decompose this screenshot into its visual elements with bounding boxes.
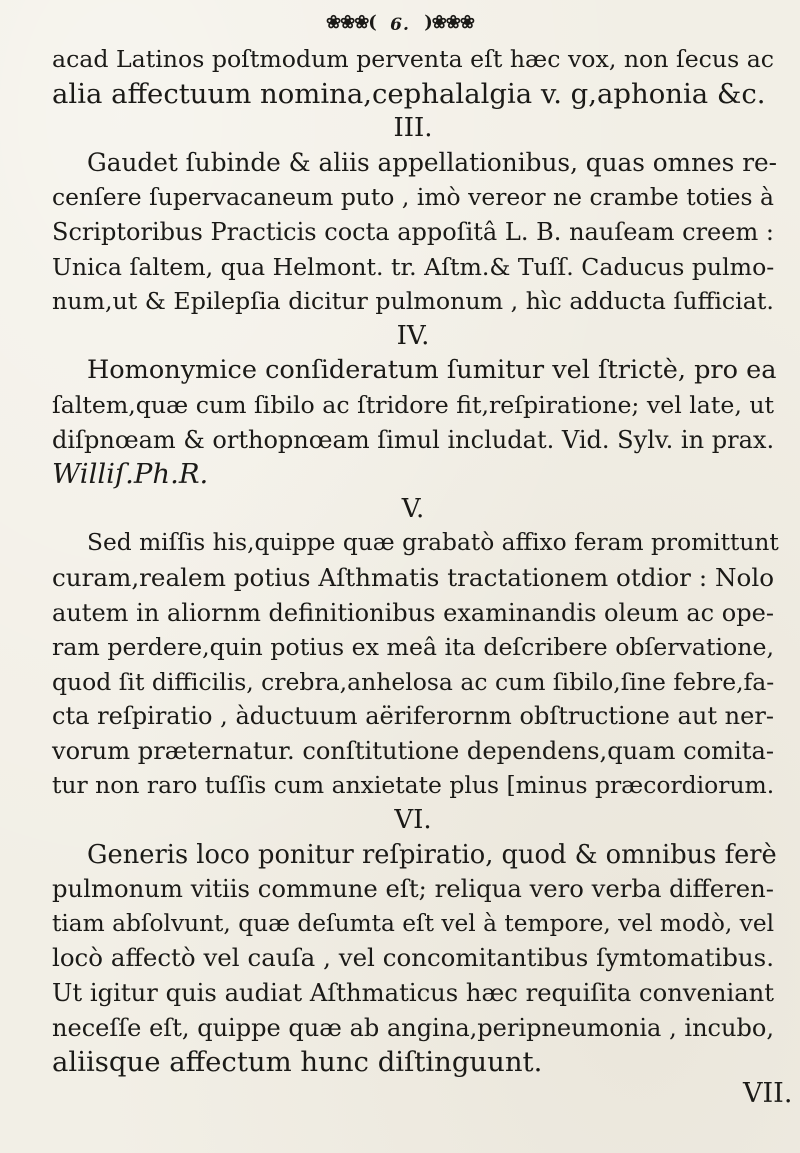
text-line: Williſ.Ph.R.: [52, 458, 209, 491]
text-line: diſpnœam & orthopnœam ſimul includat. Vid. Sylv. in prax.: [52, 425, 775, 454]
ornament-right-icon: )❀❀❀: [424, 12, 474, 33]
ornament-left-icon: ❀❀❀(: [326, 12, 376, 33]
text-line: Sed miſſis his,quippe quæ grabatò affixo feram promittunt: [87, 529, 779, 557]
text-line: curam,realem potius Aſthmatis tractationem otdior : Nolo: [52, 562, 774, 592]
text-line: autem in aliornm definitionibus examinandis oleum ac ope-: [52, 598, 774, 627]
text-line: quod ſit difficilis, crebra,anhelosa ac cum ſibilo,ſine febre,fa-: [52, 667, 775, 696]
running-header: [0, 10, 800, 35]
text-line: alia affectuum nomina,cephalalgia v. g,aphonia &c.: [52, 77, 766, 110]
text-line: acad Latinos poſtmodum perventa eſt hæc vox, non ſecus ac: [52, 45, 775, 73]
text-line: cta reſpiratio , àductuum aëriferornm obſtructione aut ner-: [52, 702, 774, 731]
text-line: aliisque affectum hunc diſtinguunt.: [52, 1046, 543, 1079]
text-line: Ut igitur quis audiat Aſthmaticus hæc requiſita conveniant: [52, 978, 774, 1008]
text-line: pulmonum vitiis commune eſt; reliqua vero verba differen-: [52, 874, 774, 904]
text-line: ſaltem,quæ cum ſibilo ac ſtridore fit,reſpiratione; vel late, ut: [52, 390, 775, 419]
text-line: Gaudet ſubinde & aliis appellationibus, quas omnes re-: [87, 147, 778, 177]
section-numeral: VI.: [394, 805, 432, 836]
text-line: num,ut & Epilepſia dicitur pulmonum , hìc adducta ſufficiat.: [52, 287, 774, 316]
text-line: cenſere ſupervacaneum puto , imò vereor ne crambe toties à: [52, 183, 774, 212]
catchword: VII.: [743, 1078, 793, 1109]
text-line: Unica ſaltem, qua Helmont. tr. Aſtm.& Tuſſ. Caducus pulmo-: [52, 252, 775, 281]
text-line: Homonymice conſideratum ſumitur vel ſtrictè, pro ea: [87, 355, 777, 386]
text-line: locò affectò vel cauſa , vel concomitantibus ſymtomatibus.: [52, 943, 774, 973]
section-numeral: IV.: [396, 320, 430, 351]
page-number: 6.: [390, 15, 410, 35]
section-numeral: V.: [401, 493, 425, 524]
text-line: Scriptoribus Practicis cocta appoſitâ L. B. nauſeam creem :: [52, 217, 774, 246]
text-line: tiam abſolvunt, quæ deſumta eſt vel à tempore, vel modò, vel: [52, 909, 775, 937]
text-line: Generis loco ponitur reſpiratio, quod & omnibus ferè: [87, 839, 777, 870]
text-line: tur non raro tuſſis cum anxietate plus [minus præcordiorum.: [52, 771, 775, 800]
text-line: neceſſe eſt, quippe quæ ab angina,peripneumonia , incubo,: [52, 1013, 774, 1042]
section-numeral: III.: [393, 113, 433, 144]
text-line: vorum præternatur. conſtitutione dependens,quam comita-: [52, 736, 774, 765]
text-line: ram perdere,quin potius ex meâ ita deſcribere obſervatione,: [52, 633, 774, 662]
body-text: [52, 42, 779, 1080]
